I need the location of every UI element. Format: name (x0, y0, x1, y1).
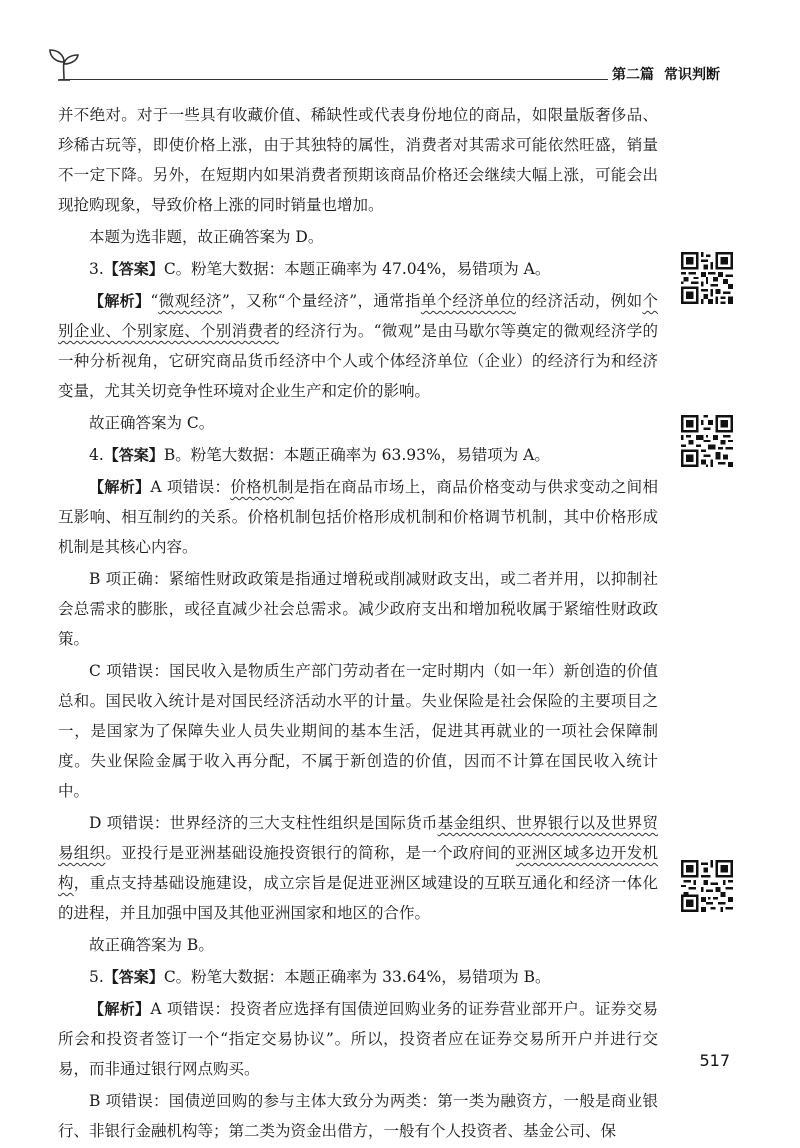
running-header (612, 64, 744, 84)
question-4-option-c: C 项错误：国民收入是物质生产部门劳动者在一定时期内（如一年）新创造的价值总和。国民收入统计是对国民经济活动水平的计量。失业保险是社会保险的主要项目之一，是国家为了保障失业人员失业期间的基本生活，促进其再就业的一项社会保障制度。失业保险金属于收入再分配，不属于新创造的价值，因而不计算在国民收入统计中。 (58, 662, 658, 800)
section-label: 第二篇 (612, 67, 654, 83)
qr-code-icon[interactable] (681, 252, 733, 304)
qr-code-icon[interactable] (681, 860, 733, 912)
page-number: 517 (699, 1051, 730, 1070)
answer-q2: 本题为选非题，故正确答案为 D。 (89, 228, 324, 246)
question-4-option-b: B 项正确：紧缩性财政政策是指通过增税或削减财政支出，或二者并用，以抑制社会总需求的膨胀，或径直减少社会总需求。减少政府支出和增加税收属于紧缩性财政政策。 (58, 570, 658, 648)
question-4-option-a: 【解析】A 项错误：价格机制是指在商品市场上，商品价格变动与供求变动之间相互影响、相互制约的关系。价格机制包括价格形成机制和价格调节机制，其中价格形成机制是其核心内容。 (58, 478, 658, 556)
page-body (58, 100, 658, 1148)
question-5-option-b: B 项错误：国债逆回购的参与主体大致分为两类：第一类为融资方，一般是商业银行、非银行金融机构等；第二类为资金出借方，一般有个人投资者、基金公司、保 (58, 1092, 658, 1140)
question-5-answer: 5.【答案】C。粉笔大数据：本题正确率为 33.64%，易错项为 B。 (89, 968, 551, 986)
question-3-explanation: 【解析】“微观经济”，又称“个量经济”，通常指单个经济单位的经济活动，例如个别企业、个别家庭、个别消费者的经济行为。“微观”是由马歇尔等奠定的微观经济学的一种分析视角，它研究商品货币经济中个人或个体经济单位（企业）的经济行为和经济变量，尤其关切竞争性环境对企业生产和定价的影响。 (58, 292, 658, 400)
subject-label: 常识判断 (664, 67, 720, 83)
question-3-answer: 3.【答案】C。粉笔大数据：本题正确率为 47.04%，易错项为 A。 (89, 260, 551, 278)
qr-code-icon[interactable] (681, 415, 733, 467)
header-rule (60, 79, 608, 80)
question-4-answer: 4.【答案】B。粉笔大数据：本题正确率为 63.93%，易错项为 A。 (89, 446, 550, 464)
question-5-option-a: 【解析】A 项错误：投资者应选择有国债逆回购业务的证券营业部开户。证券交易所会和投资者签订一个“指定交易协议”。所以，投资者应在证券交易所开户并进行交易，而非通过银行网点购买。 (58, 1000, 658, 1078)
question-4-option-d: D 项错误：世界经济的三大支柱性组织是国际货币基金组织、世界银行以及世界贸易组织。亚投行是亚洲基础设施投资银行的简称，是一个政府间的亚洲区域多边开发机构，重点支持基础设施建设，成立宗旨是促进亚洲区域建设的互联互通化和经济一体化的进程，并且加强中国及其他亚洲国家和地区的合作。 (58, 814, 658, 922)
sprout-logo-icon (44, 44, 84, 84)
question-3-conclusion: 故正确答案为 C。 (89, 414, 215, 432)
paragraph-continuation: 并不绝对。对于一些具有收藏价值、稀缺性或代表身份地位的商品，如限量版奢侈品、珍稀古玩等，即使价格上涨，由于其独特的属性，消费者对其需求可能依然旺盛，销量不一定下降。另外，在短期内如果消费者预期该商品价格还会继续大幅上涨，可能会出现抢购现象，导致价格上涨的同时销量也增加。 (58, 106, 658, 214)
question-4-conclusion: 故正确答案为 B。 (89, 936, 214, 954)
